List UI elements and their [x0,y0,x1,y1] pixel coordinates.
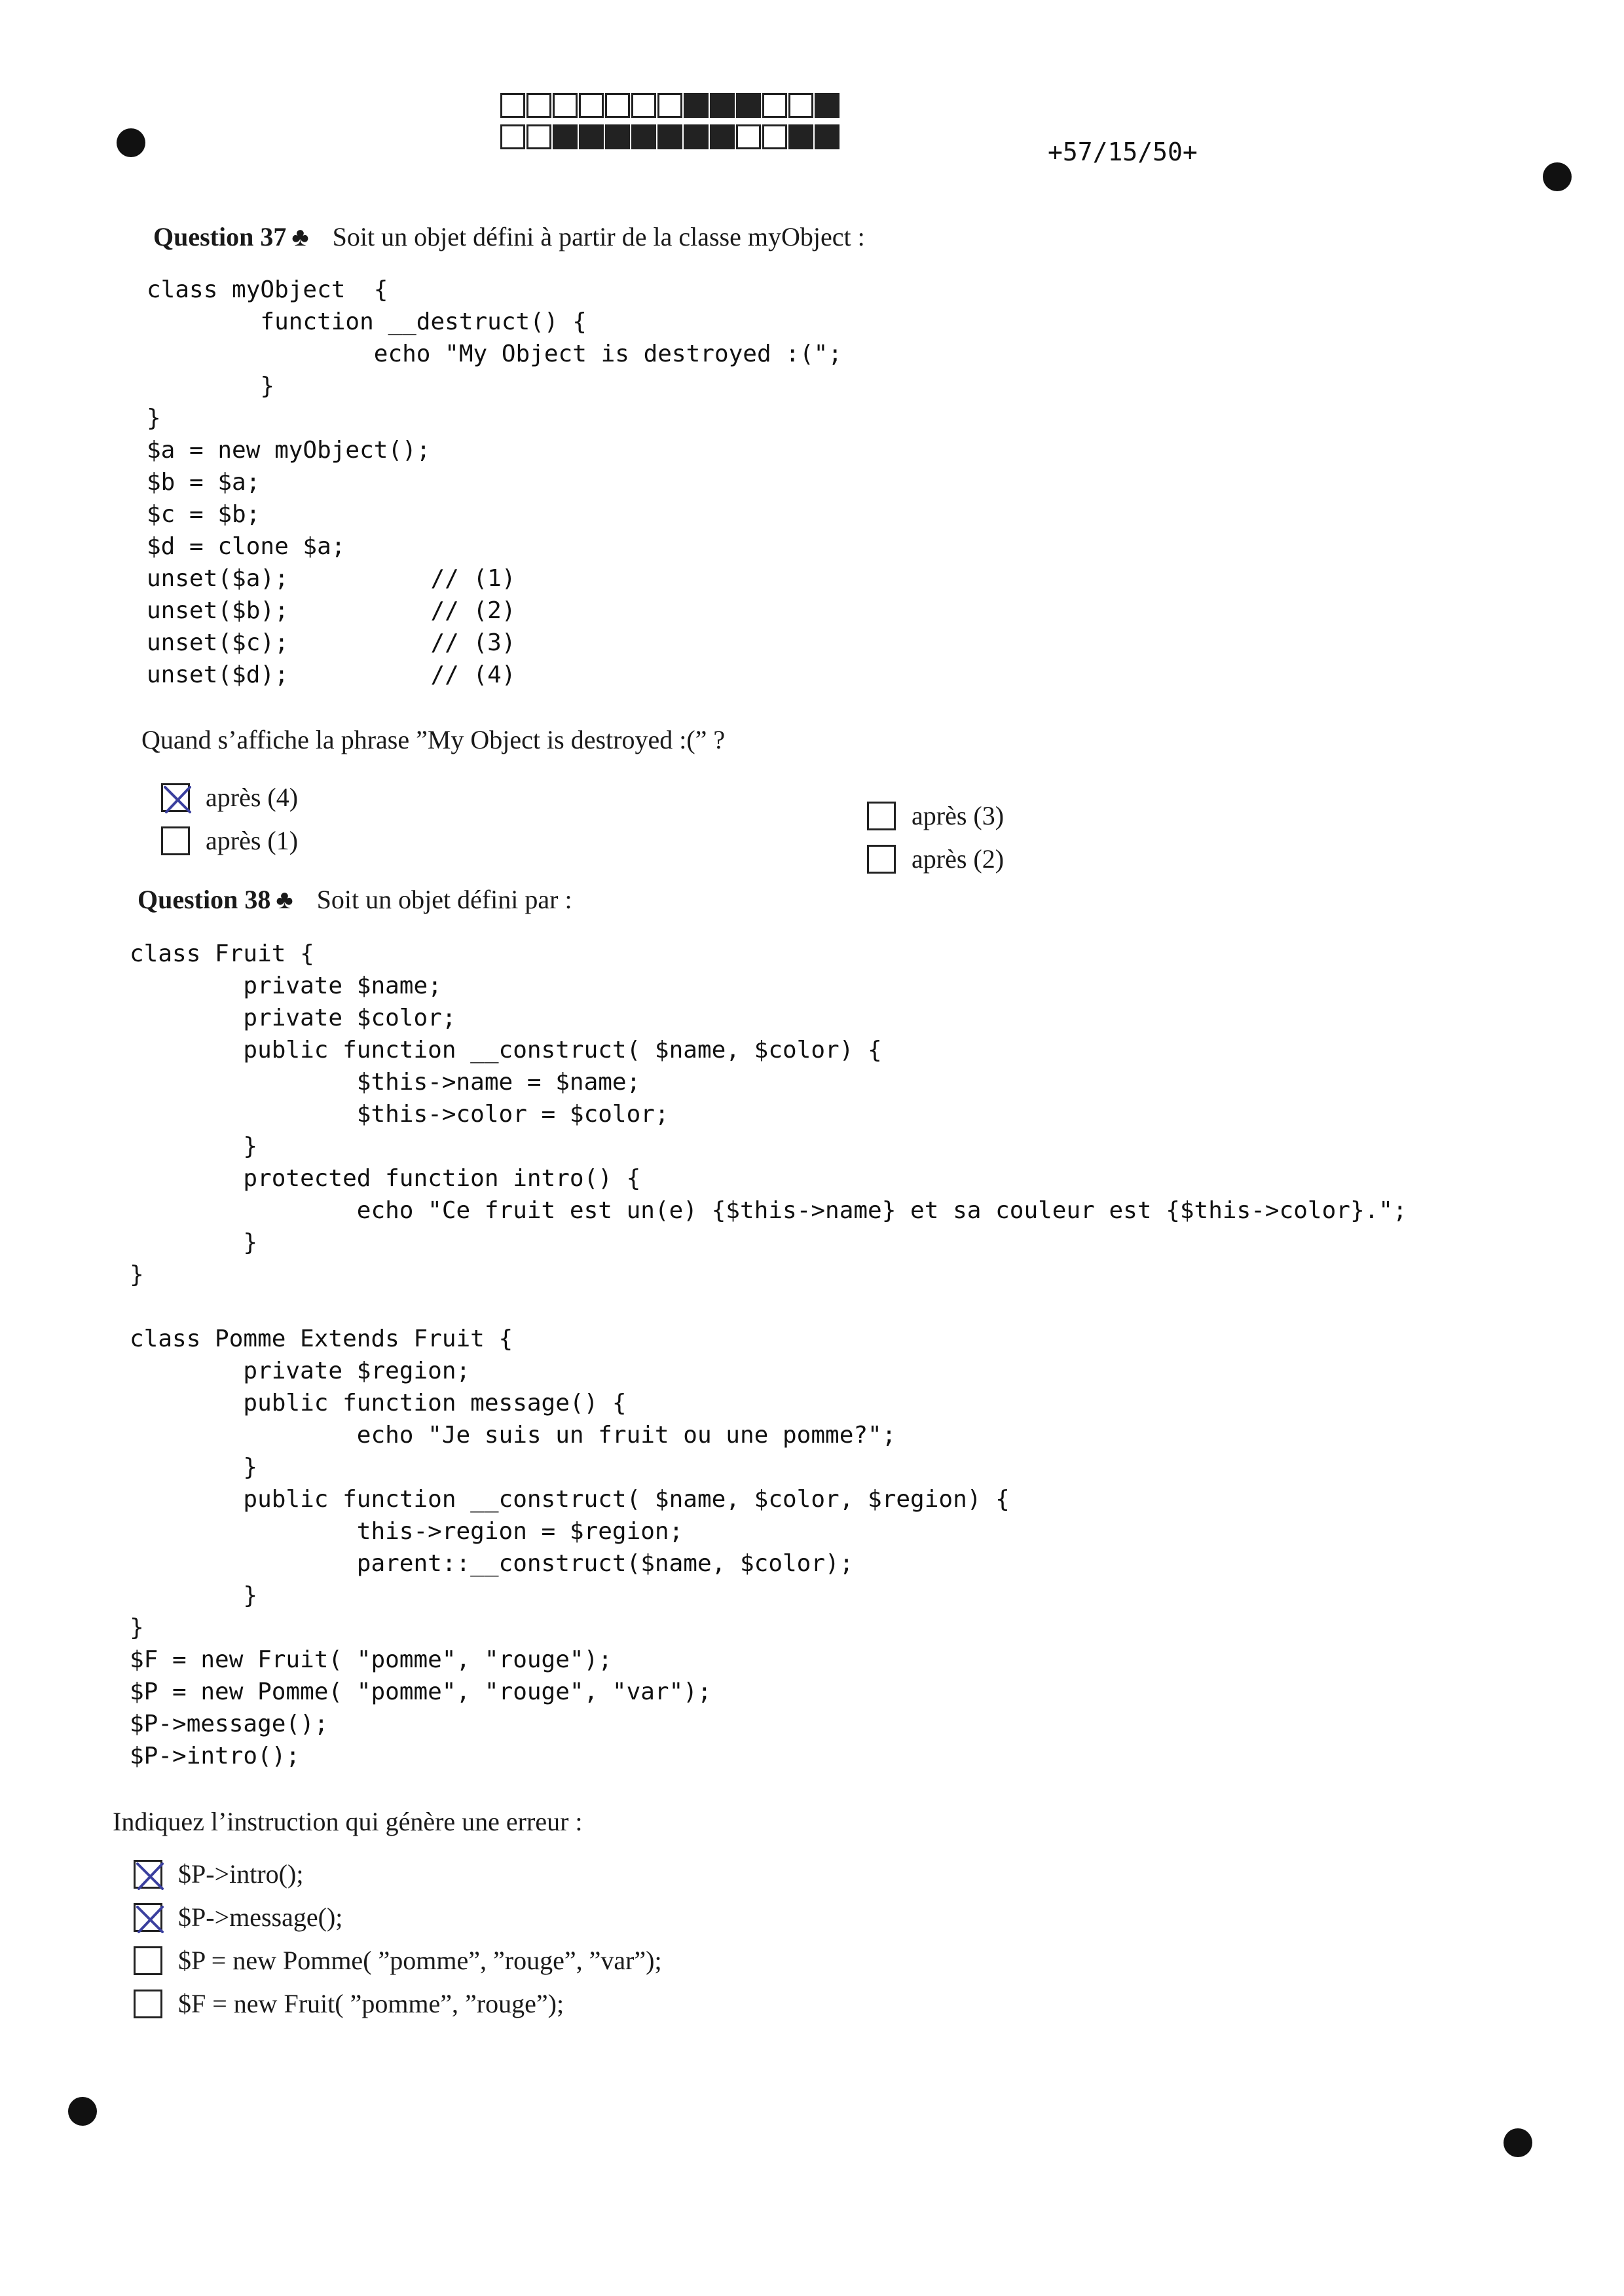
q37-option-3[interactable] [867,800,1004,831]
checkbox[interactable] [867,845,896,874]
code-box-filled [684,124,709,149]
option-label: après (2) [912,844,1005,874]
code-box-filled [815,124,840,149]
registration-dot-bottom-left [68,2097,97,2126]
option-label: $P->intro(); [178,1859,304,1889]
q37-option-1[interactable] [161,782,298,813]
question-37-label: Question 37 [153,222,287,251]
q37-option-4[interactable] [867,843,1004,874]
q38-option-4[interactable] [134,1988,564,2019]
code-box-empty [736,124,761,149]
checkbox[interactable] [134,1903,162,1932]
question-38-label: Question 38 [138,885,271,914]
club-icon: ♣ [276,885,293,914]
option-label: $F = new Fruit( ”pomme”, ”rouge”); [178,1989,564,2018]
q38-option-3[interactable] [134,1945,662,1976]
code-box-empty [500,124,525,149]
code-box-empty [553,93,578,118]
code-box-empty [526,93,551,118]
code-box-empty [526,124,551,149]
question-38-header [138,884,572,915]
check-mark-icon [134,1903,166,1936]
code-box-empty [788,93,813,118]
question-38-text: Soit un objet défini par : [316,885,572,914]
code-box-empty [500,93,525,118]
code-box-filled [553,124,578,149]
code-box-filled [579,124,604,149]
checkbox[interactable] [134,1990,162,2018]
checkbox[interactable] [134,1860,162,1889]
q38-option-1[interactable] [134,1859,303,1889]
question-37-text: Soit un objet défini à partir de la classe myObject : [332,222,865,251]
checkbox[interactable] [134,1946,162,1975]
code-box-filled [815,93,840,118]
code-box-filled [605,124,630,149]
code-box-filled [710,124,735,149]
code-box-filled [684,93,709,118]
q37-option-2[interactable] [161,825,298,856]
check-mark-icon [161,783,194,816]
checkbox[interactable] [867,802,896,830]
student-code-boxes-row-2 [500,124,841,149]
code-box-filled [788,124,813,149]
question-37-code: class myObject { function __destruct() { echo "My Object is destroyed :("; } } $a = new myObject(); $b = $a; $c = $b; $d = clone $a; unset($a); // (1) unset($b); // (2) unset($c); // (3) unset($d); // (4) [147,276,843,688]
option-label: après (3) [912,801,1005,830]
code-box-filled [710,93,735,118]
code-box-empty [762,124,787,149]
checkbox[interactable] [161,826,190,855]
registration-dot-bottom-right [1504,2128,1532,2157]
q38-option-2[interactable] [134,1902,342,1933]
code-box-filled [631,124,656,149]
code-box-empty [657,93,682,118]
code-box-empty [762,93,787,118]
code-box-filled [657,124,682,149]
code-box-empty [631,93,656,118]
code-box-filled [736,93,761,118]
option-label: $P->message(); [178,1902,343,1932]
option-label: $P = new Pomme( ”pomme”, ”rouge”, ”var”); [178,1946,662,1975]
registration-dot-top-right [1543,162,1572,191]
option-label: après (1) [206,826,299,855]
question-38-prompt: Indiquez l’instruction qui génère une erreur : [113,1807,583,1836]
question-37-header [153,221,865,252]
registration-dot-top-left [117,128,145,157]
page-identifier: +57/15/50+ [1048,138,1198,166]
checkbox[interactable] [161,783,190,812]
question-38-code: class Fruit { private $name; private $color; public function __construct( $name, $color) { $this->name = $name; $this->color = $color; } protected function intro() { echo "Ce fruit est un(e) {$this->name} et sa couleur est {$this->color}."; } } class Pomme Extends Fruit { private $region; public function message() { echo "Je suis un fruit ou une pomme?"; } public function __construct( $name, $color, $region) { this->region = $region; parent::__construct($name, $color); } } $F = new Fruit( "pomme", "rouge"); $P = new Pomme( "pomme", "rouge", "var"); $P->message(); $P->intro(); [130,940,1407,1769]
question-37-prompt: Quand s’affiche la phrase ”My Object is destroyed :(” ? [141,725,726,754]
student-code-boxes-row-1 [500,93,841,118]
code-box-empty [579,93,604,118]
code-box-empty [605,93,630,118]
club-icon: ♣ [291,222,309,251]
option-label: après (4) [206,783,299,812]
check-mark-icon [134,1860,166,1893]
